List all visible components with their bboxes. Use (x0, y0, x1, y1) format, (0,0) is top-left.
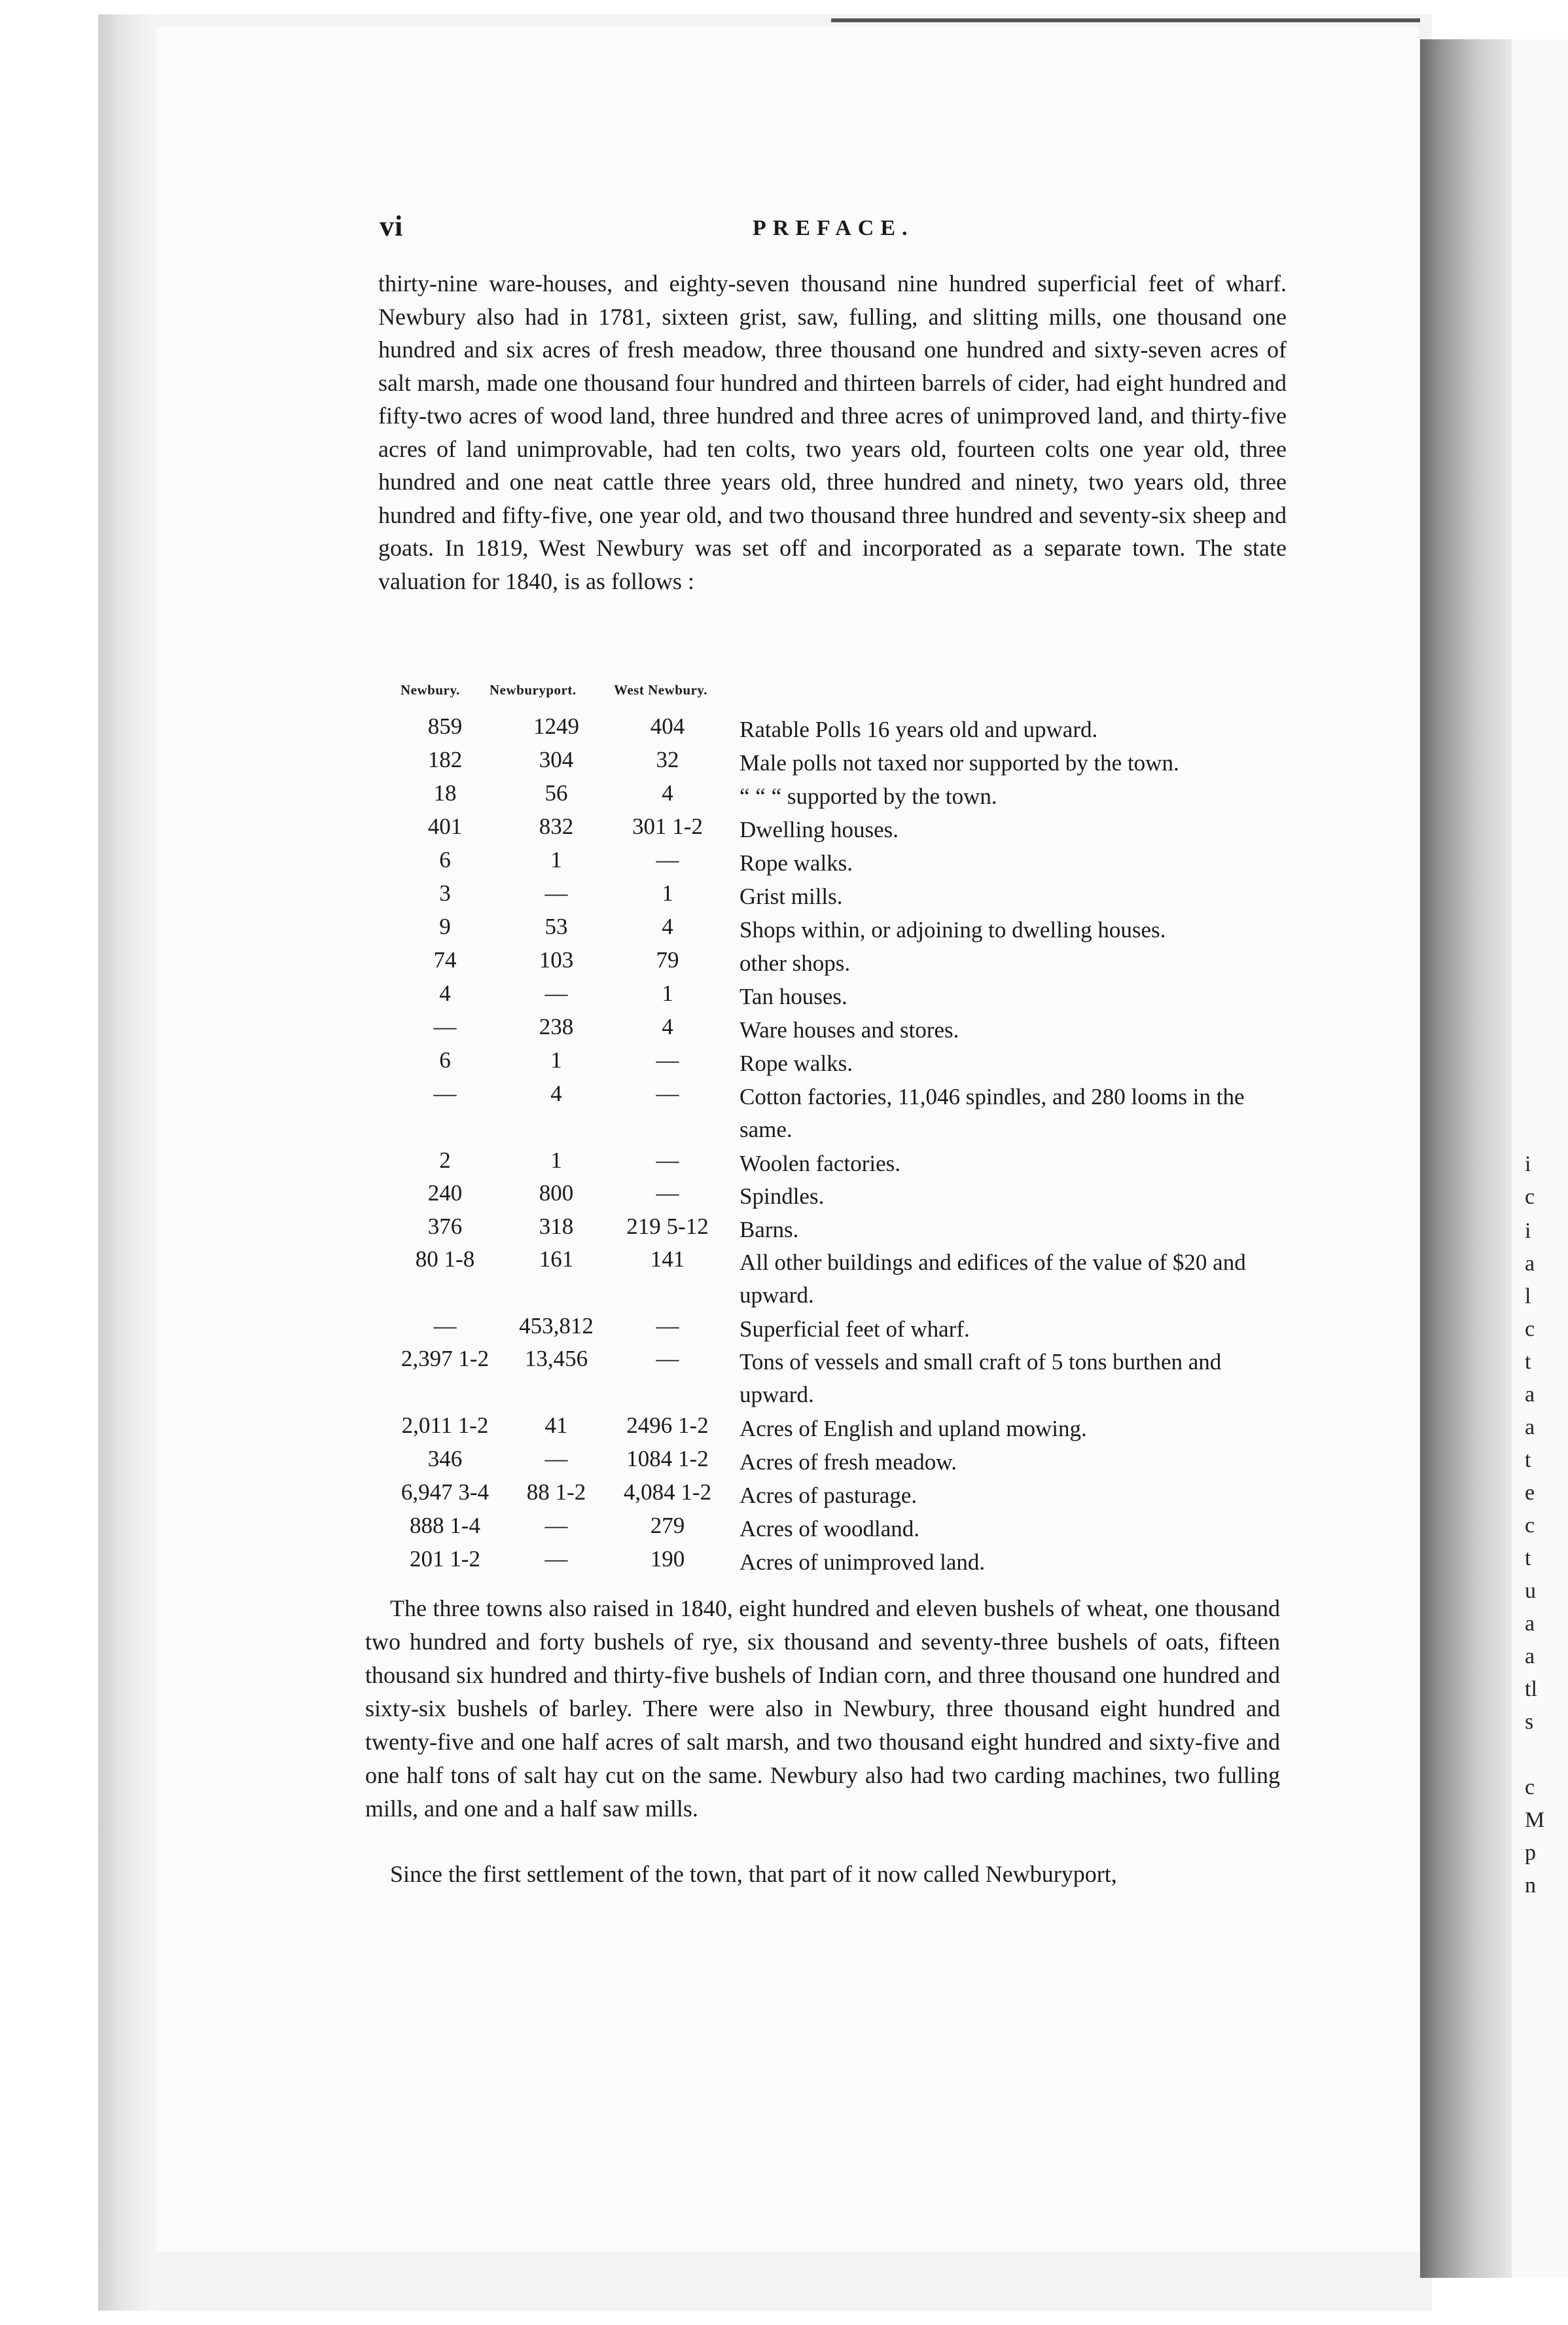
cell-west-newbury: — (656, 1346, 679, 1371)
table-row (0, 1014, 1568, 1047)
cell-west-newbury: — (656, 1147, 679, 1173)
cell-west-newbury: 4 (662, 780, 673, 806)
table-row (0, 1446, 1568, 1479)
adjacent-page-fragment: u (1525, 1579, 1536, 1603)
table-row (0, 1246, 1568, 1308)
adjacent-page-fragment: n (1525, 1873, 1536, 1898)
cell-newburyport: 453,812 (519, 1313, 594, 1339)
table-row (0, 847, 1568, 880)
cell-item: other shops. (739, 950, 851, 976)
cell-item: All other buildings and edifices of the value of $20 and upward. (739, 1250, 1246, 1308)
adjacent-page-fragment: i (1525, 1219, 1531, 1243)
cell-west-newbury: 279 (650, 1513, 685, 1538)
cell-newbury: 18 (433, 780, 457, 806)
table-row (0, 1180, 1568, 1213)
cell-newbury: 401 (427, 814, 463, 839)
table-row (0, 1313, 1568, 1346)
cell-west-newbury: — (656, 847, 679, 873)
cell-west-newbury: 301 1-2 (632, 814, 703, 839)
cell-item: Acres of fresh meadow. (739, 1449, 957, 1475)
table-row (0, 1147, 1568, 1180)
adjacent-page-fragment: a (1525, 1252, 1535, 1276)
cell-newburyport: 304 (539, 747, 574, 772)
adjacent-page-fragment: t (1525, 1350, 1531, 1374)
cell-west-newbury: 404 (650, 713, 685, 739)
cell-west-newbury: 1 (662, 880, 673, 906)
cell-newburyport: 103 (539, 947, 574, 973)
cell-item: Tan houses. (739, 984, 847, 1009)
cell-newburyport: 318 (539, 1214, 574, 1239)
cell-west-newbury: 1 (662, 981, 673, 1006)
column-header-newburyport: Newburyport. (490, 682, 577, 698)
cell-west-newbury: 2496 1-2 (626, 1413, 709, 1438)
cell-newbury: 9 (439, 914, 451, 939)
running-head: PREFACE. (753, 216, 914, 240)
adjacent-page-fragment: tl (1525, 1677, 1537, 1701)
cell-newbury: — (433, 1014, 457, 1039)
cell-newburyport: — (544, 1446, 568, 1471)
cell-west-newbury: — (656, 1313, 679, 1339)
cell-item: Ratable Polls 16 years old and upward. (739, 717, 1098, 742)
cell-newbury: 346 (427, 1446, 463, 1471)
adjacent-page-fragment: t (1525, 1546, 1531, 1570)
cell-newbury: 182 (427, 747, 463, 772)
column-header-west-newbury: West Newbury. (614, 682, 707, 698)
table-row (0, 880, 1568, 913)
cell-newburyport: — (544, 880, 568, 906)
table-row (0, 747, 1568, 780)
cell-newburyport: 161 (539, 1246, 574, 1272)
cell-newbury: 3 (439, 880, 451, 906)
page-header (0, 209, 1568, 249)
cell-newburyport: 800 (539, 1180, 574, 1206)
cell-newburyport: 4 (550, 1081, 562, 1106)
outro-paragraph (365, 1592, 1280, 1826)
table-row (0, 981, 1568, 1013)
cell-newbury: 888 1-4 (410, 1513, 480, 1538)
cell-west-newbury: 141 (650, 1246, 685, 1272)
cell-newburyport: 1249 (533, 713, 579, 739)
cell-item: Male polls not taxed nor supported by the town. (739, 750, 1179, 776)
adjacent-page-fragment: c (1525, 1513, 1535, 1538)
cell-item: Superficial feet of wharf. (739, 1316, 970, 1342)
cell-item: Shops within, or adjoining to dwelling houses. (739, 917, 1166, 943)
table-row (0, 1081, 1568, 1142)
cell-newbury: 2,011 1-2 (401, 1413, 489, 1438)
cell-west-newbury: — (656, 1081, 679, 1106)
cell-newburyport: 1 (550, 1147, 562, 1173)
closing-line: Since the first settlement of the town, that part of it now called Newburyport, (390, 1861, 1117, 1887)
cell-item: Acres of unimproved land. (739, 1549, 986, 1575)
cell-newbury: 6 (439, 847, 451, 873)
adjacent-page-fragment: e (1525, 1481, 1535, 1505)
cell-newbury: 6 (439, 1047, 451, 1073)
scan-top-border (831, 18, 1420, 22)
cell-newbury: 74 (433, 947, 457, 973)
cell-newburyport: — (544, 981, 568, 1006)
column-header-newbury: Newbury. (401, 682, 460, 698)
cell-newburyport: 238 (539, 1014, 574, 1039)
cell-newbury: 4 (439, 981, 451, 1006)
cell-newburyport: 41 (544, 1413, 568, 1438)
cell-west-newbury: 79 (656, 947, 679, 973)
cell-newbury: 201 1-2 (410, 1546, 480, 1572)
cell-item: Grist mills. (739, 884, 843, 909)
cell-newbury: — (433, 1081, 457, 1106)
cell-newburyport: 13,456 (524, 1346, 588, 1371)
cell-item: Spindles. (739, 1183, 825, 1209)
table-row (0, 947, 1568, 980)
adjacent-page-fragment: i (1525, 1152, 1531, 1176)
outro-text: The three towns also raised in 1840, eight hundred and eleven bushels of wheat, one thousand two hundred and forty bushels of rye, six thousand and seventy-three bushels of oats, fifteen thousand six hundred and thirty-five bushels of Indian corn, and three thousand one hundred and sixty-six bushels of barley. There were also in Newbury, three thousand eight hundred and twenty-five and one half acres of salt marsh, and two thousand eight hundred and sixty-five and one half tons of salt hay cut on the same. Newbury also had two carding machines, two fulling mills, and one and a half saw mills. (365, 1595, 1280, 1822)
cell-newbury: 240 (427, 1180, 463, 1206)
cell-item: Tons of vessels and small craft of 5 tons burthen and upward. (739, 1349, 1222, 1407)
table-row (0, 1479, 1568, 1512)
cell-newbury: 376 (427, 1214, 463, 1239)
cell-west-newbury: 219 5-12 (626, 1214, 709, 1239)
cell-newburyport: — (544, 1546, 568, 1572)
cell-newbury: 859 (427, 713, 463, 739)
cell-item: Acres of woodland. (739, 1516, 920, 1541)
cell-newburyport: 832 (539, 814, 574, 839)
cell-newburyport: 1 (550, 1047, 562, 1073)
cell-newburyport: — (544, 1513, 568, 1538)
cell-west-newbury: 4 (662, 914, 673, 939)
cell-newburyport: 88 1-2 (526, 1479, 586, 1505)
adjacent-page-fragment: l (1525, 1284, 1531, 1308)
table-row (0, 713, 1568, 746)
table-row (0, 1047, 1568, 1080)
cell-newburyport: 1 (550, 847, 562, 873)
cell-item: Rope walks. (739, 850, 853, 876)
cell-item: Cotton factories, 11,046 spindles, and 280 looms in the same. (739, 1084, 1245, 1142)
table-row (0, 1413, 1568, 1445)
table-row (0, 1546, 1568, 1579)
adjacent-page-fragment: c (1525, 1775, 1535, 1799)
cell-newburyport: 56 (544, 780, 568, 806)
adjacent-page-fragment: c (1525, 1317, 1535, 1341)
cell-item: Acres of English and upland mowing. (739, 1416, 1087, 1441)
cell-item: Barns. (739, 1217, 799, 1242)
table-row (0, 1346, 1568, 1407)
cell-item: Acres of pasturage. (739, 1483, 918, 1508)
adjacent-page-fragment: a (1525, 1382, 1535, 1407)
cell-newbury: 2,397 1-2 (401, 1346, 490, 1371)
cell-item: Woolen factories. (739, 1151, 900, 1176)
adjacent-page-fragment: p (1525, 1841, 1536, 1865)
adjacent-page-fragment: M (1525, 1808, 1545, 1832)
cell-west-newbury: 1084 1-2 (626, 1446, 709, 1471)
cell-west-newbury: 32 (656, 747, 679, 772)
cell-newburyport: 53 (544, 914, 568, 939)
table-column-headers (0, 682, 1568, 702)
cell-west-newbury: — (656, 1180, 679, 1206)
table-row (0, 780, 1568, 813)
adjacent-page-fragment: a (1525, 1644, 1535, 1668)
cell-item: “ “ “ supported by the town. (739, 784, 997, 809)
adjacent-page-fragment: c (1525, 1185, 1535, 1209)
cell-west-newbury: 190 (650, 1546, 685, 1572)
cell-west-newbury: 4,084 1-2 (623, 1479, 712, 1505)
cell-newbury: 2 (439, 1147, 451, 1173)
cell-west-newbury: — (656, 1047, 679, 1073)
page-number: vi (380, 210, 404, 242)
cell-item: Rope walks. (739, 1051, 853, 1076)
cell-newbury: 80 1-8 (415, 1246, 475, 1272)
adjacent-page-fragment: a (1525, 1612, 1535, 1636)
cell-newbury: 6,947 3-4 (401, 1479, 490, 1505)
adjacent-page-fragment: s (1525, 1710, 1534, 1734)
cell-newbury: — (433, 1313, 457, 1339)
intro-paragraph: thirty-nine ware-houses, and eighty-seven thousand nine hundred superficial feet of wharf. Newbury also had in 1781, sixteen grist, saw, fulling, and slitting mills, one thousand one hundred and six acres of fresh meadow, three thousand one hundred and sixty-seven acres of salt marsh, made one thousand four hundred and thirteen barrels of cider, had eight hundred and fifty-two acres of wood land, three hundred and three acres of unimproved land, and thirty-five acres of land unimprovable, had ten colts, two years old, fourteen colts one year old, three hundred and one neat cattle three years old, three hundred and ninety, two years old, three hundred and fifty-five, one year old, and two thousand three hundred and seventy-six sheep and goats. In 1819, West Newbury was set off and incorporated as a separate town. The state valuation for 1840, is as follows : (378, 270, 1287, 594)
cell-item: Ware houses and stores. (739, 1017, 959, 1043)
adjacent-page-fragment: t (1525, 1448, 1531, 1472)
table-row (0, 814, 1568, 846)
table-row (0, 1214, 1568, 1246)
table-row (0, 1513, 1568, 1545)
cell-item: Dwelling houses. (739, 817, 899, 842)
adjacent-page-fragment: a (1525, 1415, 1535, 1439)
table-row (0, 914, 1568, 946)
cell-west-newbury: 4 (662, 1014, 673, 1039)
